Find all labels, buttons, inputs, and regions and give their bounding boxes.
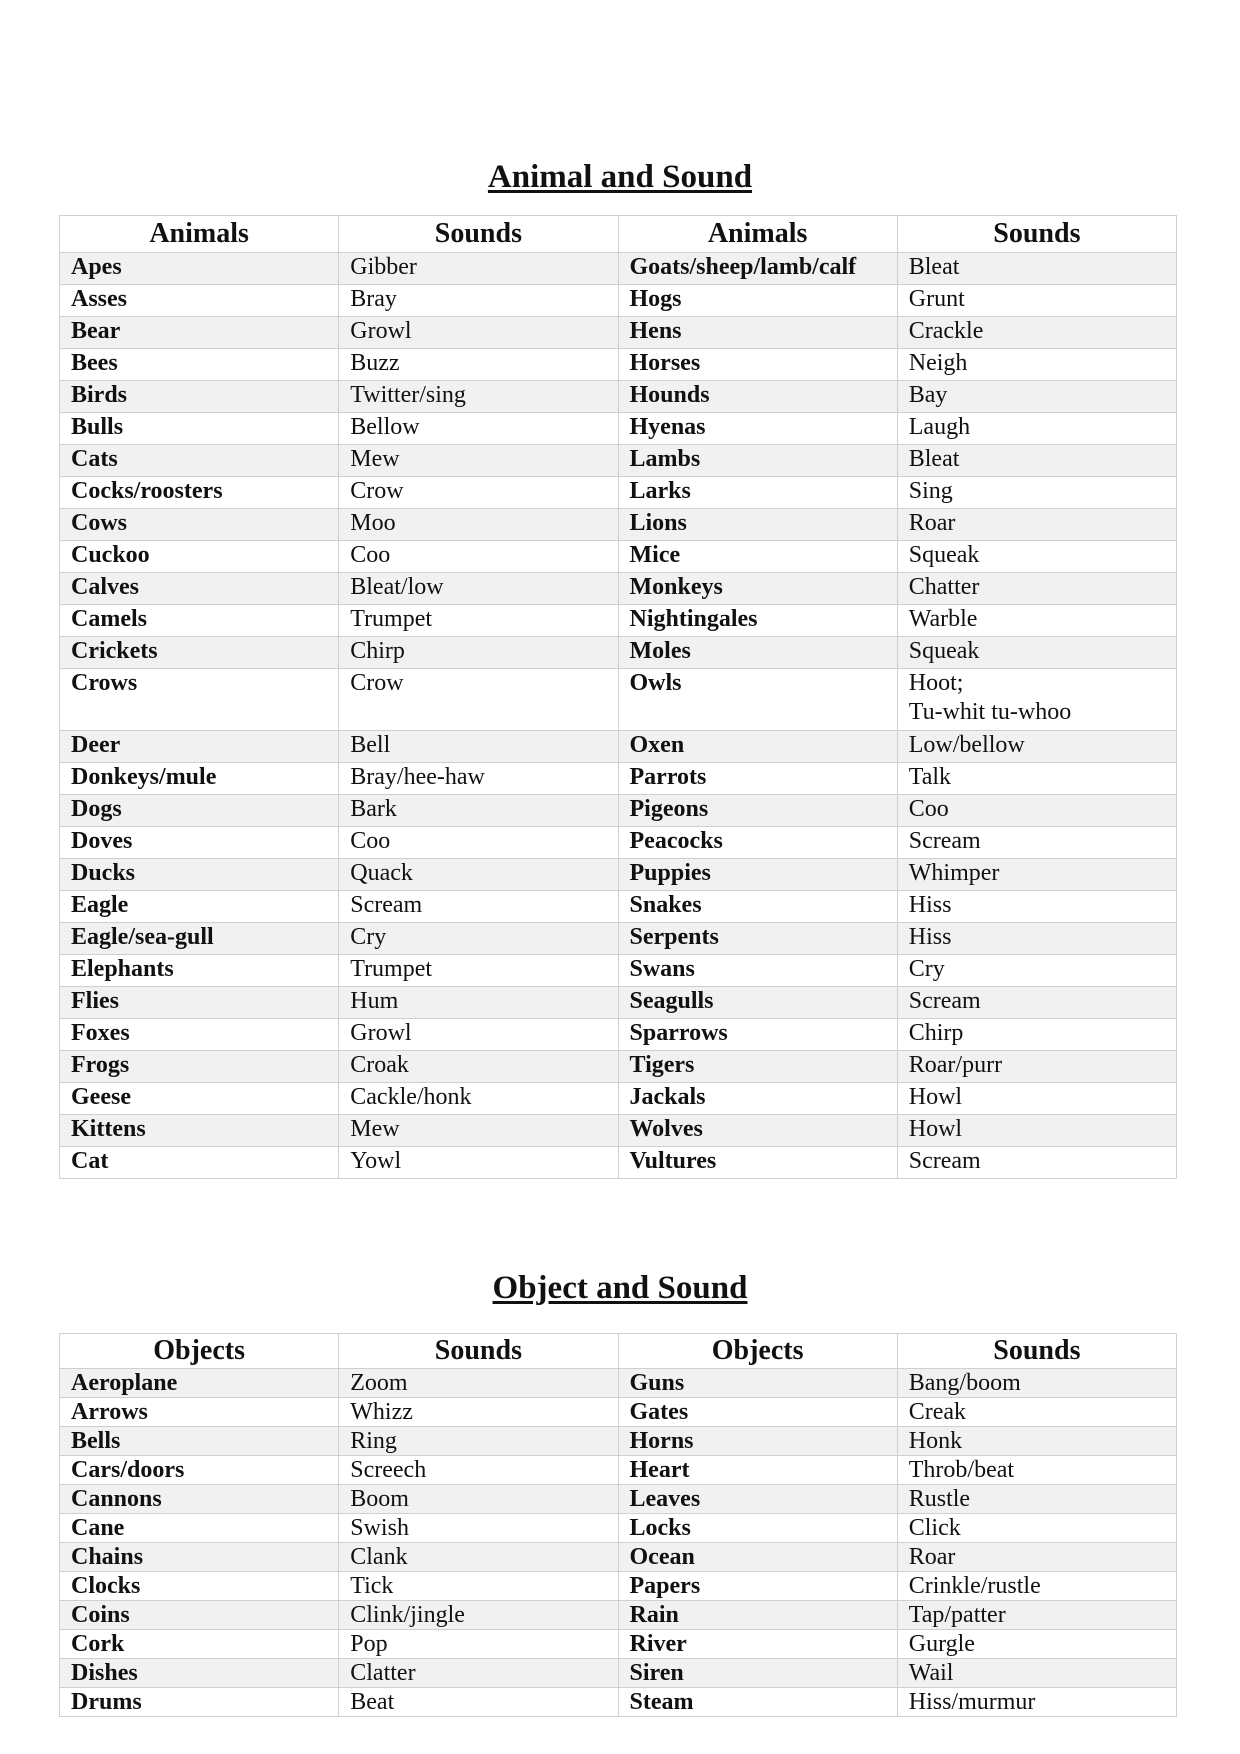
animal-name-cell: Elephants [60,955,339,987]
animal-name-cell: Oxen [618,731,897,763]
animal-name-cell: Cats [60,445,339,477]
object-sound-cell: Throb/beat [897,1456,1176,1485]
object-sound-cell: Roar [897,1543,1176,1572]
animal-name-cell: Cat [60,1147,339,1179]
object-name-cell: Coins [60,1601,339,1630]
animal-sound-cell: Hum [339,987,618,1019]
animal-name-cell: Cows [60,509,339,541]
table-row [60,859,1177,891]
animal-name-cell: Donkeys/mule [60,763,339,795]
animal-sound-cell: Laugh [897,413,1176,445]
table-row [60,349,1177,381]
table-row [60,1083,1177,1115]
object-sound-cell: Honk [897,1427,1176,1456]
animal-name-cell: Asses [60,285,339,317]
object-sound-cell: Whizz [339,1398,618,1427]
object-sound-cell: Click [897,1514,1176,1543]
animal-section-title: Animal and Sound [487,159,753,195]
object-sound-cell: Boom [339,1485,618,1514]
animal-name-cell: Horses [618,349,897,381]
animal-sound-cell: Trumpet [339,955,618,987]
table-row [60,1572,1177,1601]
object-name-cell: Locks [618,1514,897,1543]
object-name-cell: Drums [60,1688,339,1717]
animal-sound-cell: Talk [897,763,1176,795]
object-sound-cell: Creak [897,1398,1176,1427]
object-name-cell: Cannons [60,1485,339,1514]
animal-sound-cell: Croak [339,1051,618,1083]
table-row [60,1601,1177,1630]
animal-name-cell: Apes [60,253,339,285]
animal-sound-cell: Scream [897,827,1176,859]
animal-sound-cell: Yowl [339,1147,618,1179]
column-header-objects: Objects [618,1334,897,1369]
table-row [60,445,1177,477]
animal-name-cell: Pigeons [618,795,897,827]
object-name-cell: Leaves [618,1485,897,1514]
animal-name-cell: Deer [60,731,339,763]
table-row [60,827,1177,859]
animal-name-cell: Wolves [618,1115,897,1147]
animal-sound-cell: Cry [897,955,1176,987]
animal-name-cell: Cuckoo [60,541,339,573]
animal-name-cell: Snakes [618,891,897,923]
object-name-cell: Ocean [618,1543,897,1572]
object-name-cell: Cork [60,1630,339,1659]
object-sound-cell: Pop [339,1630,618,1659]
object-name-cell: Cane [60,1514,339,1543]
animal-sound-cell: Bleat/low [339,573,618,605]
table-row [60,1019,1177,1051]
animal-sound-cell: Sing [897,477,1176,509]
object-sound-cell: Swish [339,1514,618,1543]
animal-name-cell: Ducks [60,859,339,891]
animal-name-cell: Hounds [618,381,897,413]
animal-name-cell: Moles [618,637,897,669]
table-row [60,573,1177,605]
object-name-cell: Bells [60,1427,339,1456]
object-sound-cell: Zoom [339,1369,618,1398]
animal-name-cell: Swans [618,955,897,987]
animal-sound-cell: Bellow [339,413,618,445]
table-row [60,541,1177,573]
object-sound-cell: Clatter [339,1659,618,1688]
object-table-body [60,1369,1177,1717]
table-row [60,1514,1177,1543]
animal-sound-cell: Twitter/sing [339,381,618,413]
animal-sound-cell: Scream [897,1147,1176,1179]
animal-sound-cell: Low/bellow [897,731,1176,763]
table-row [60,669,1177,731]
object-sound-cell: Ring [339,1427,618,1456]
animal-sound-cell: Crow [339,477,618,509]
table-row [60,477,1177,509]
table-row [60,795,1177,827]
animal-name-cell: Flies [60,987,339,1019]
table-row [60,1369,1177,1398]
animal-sound-cell: Coo [339,541,618,573]
animal-sound-cell: Growl [339,317,618,349]
table-row [60,1688,1177,1717]
object-name-cell: Aeroplane [60,1369,339,1398]
animal-name-cell: Foxes [60,1019,339,1051]
animal-sound-cell: Moo [339,509,618,541]
column-header-sounds: Sounds [339,216,618,253]
animal-sound-cell: Bray [339,285,618,317]
table-row [60,381,1177,413]
animal-name-cell: Lambs [618,445,897,477]
column-header-sounds: Sounds [897,216,1176,253]
animal-name-cell: Birds [60,381,339,413]
animal-name-cell: Mice [618,541,897,573]
animal-sound-cell: Roar/purr [897,1051,1176,1083]
table-row [60,1427,1177,1456]
animal-name-cell: Crickets [60,637,339,669]
animal-sound-cell: Mew [339,445,618,477]
table-row [60,1051,1177,1083]
object-sound-cell: Screech [339,1456,618,1485]
animal-name-cell: Bear [60,317,339,349]
animal-name-cell: Jackals [618,1083,897,1115]
animal-sound-cell: Chatter [897,573,1176,605]
animal-name-cell: Doves [60,827,339,859]
table-row [60,253,1177,285]
animal-name-cell: Parrots [618,763,897,795]
animal-sound-cell: Scream [897,987,1176,1019]
animal-sound-cell: Bark [339,795,618,827]
object-sound-cell: Hiss/murmur [897,1688,1176,1717]
animal-sound-cell: Crow [339,669,618,731]
object-name-cell: Siren [618,1659,897,1688]
animal-name-cell: Bulls [60,413,339,445]
animal-sound-cell: Howl [897,1083,1176,1115]
animal-sound-cell: Howl [897,1115,1176,1147]
animal-sound-cell: Buzz [339,349,618,381]
object-name-cell: Heart [618,1456,897,1485]
object-sound-cell: Rustle [897,1485,1176,1514]
object-name-cell: Dishes [60,1659,339,1688]
animal-name-cell: Lions [618,509,897,541]
table-row [60,763,1177,795]
animal-name-cell: Hens [618,317,897,349]
animal-sound-cell: Grunt [897,285,1176,317]
animal-name-cell: Dogs [60,795,339,827]
column-header-sounds: Sounds [339,1334,618,1369]
object-section-title: Object and Sound [492,1270,748,1306]
animal-sound-cell: Squeak [897,637,1176,669]
column-header-sounds: Sounds [897,1334,1176,1369]
animal-name-cell: Tigers [618,1051,897,1083]
object-sound-cell: Crinkle/rustle [897,1572,1176,1601]
animal-sound-cell: Bleat [897,445,1176,477]
animal-name-cell: Nightingales [618,605,897,637]
object-name-cell: Steam [618,1688,897,1717]
animal-sound-cell: Scream [339,891,618,923]
header-row [60,1334,1177,1369]
animal-name-cell: Camels [60,605,339,637]
table-row [60,955,1177,987]
object-name-cell: Clocks [60,1572,339,1601]
object-sound-table [59,1333,1177,1717]
animal-name-cell: Geese [60,1083,339,1115]
animal-name-cell: Eagle [60,891,339,923]
column-header-animals: Animals [60,216,339,253]
animal-sound-cell: Chirp [339,637,618,669]
table-row [60,413,1177,445]
animal-name-cell: Kittens [60,1115,339,1147]
object-name-cell: Guns [618,1369,897,1398]
animal-sound-cell: Coo [897,795,1176,827]
object-sound-cell: Tap/patter [897,1601,1176,1630]
object-sound-cell: Tick [339,1572,618,1601]
object-name-cell: Rain [618,1601,897,1630]
animal-sound-cell: Chirp [897,1019,1176,1051]
animal-name-cell: Owls [618,669,897,731]
table-row [60,637,1177,669]
animal-sound-cell: Neigh [897,349,1176,381]
animal-sound-table [59,215,1177,1179]
table-row [60,891,1177,923]
object-sound-cell: Gurgle [897,1630,1176,1659]
animal-name-cell: Cocks/roosters [60,477,339,509]
animal-name-cell: Seagulls [618,987,897,1019]
object-name-cell: Horns [618,1427,897,1456]
table-row [60,1115,1177,1147]
object-name-cell: Chains [60,1543,339,1572]
column-header-animals: Animals [618,216,897,253]
animal-sound-cell: Growl [339,1019,618,1051]
animal-name-cell: Bees [60,349,339,381]
animal-sound-cell: Cry [339,923,618,955]
animal-sound-cell: Coo [339,827,618,859]
table-row [60,509,1177,541]
object-sound-cell: Beat [339,1688,618,1717]
table-row [60,1456,1177,1485]
table-row [60,923,1177,955]
table-row [60,1398,1177,1427]
animal-name-cell: Calves [60,573,339,605]
animal-name-cell: Goats/sheep/lamb/calf [618,253,897,285]
object-name-cell: Cars/doors [60,1456,339,1485]
animal-name-cell: Eagle/sea-gull [60,923,339,955]
animal-name-cell: Serpents [618,923,897,955]
object-name-cell: Arrows [60,1398,339,1427]
animal-sound-cell: Warble [897,605,1176,637]
animal-sound-cell: Quack [339,859,618,891]
animal-sound-cell: Whimper [897,859,1176,891]
object-sound-cell: Bang/boom [897,1369,1176,1398]
animal-name-cell: Frogs [60,1051,339,1083]
table-row [60,731,1177,763]
animal-sound-cell: Gibber [339,253,618,285]
animal-name-cell: Sparrows [618,1019,897,1051]
table-row [60,285,1177,317]
animal-sound-cell: Bay [897,381,1176,413]
animal-sound-cell: Crackle [897,317,1176,349]
animal-name-cell: Peacocks [618,827,897,859]
animal-sound-cell: Bell [339,731,618,763]
table-row [60,317,1177,349]
animal-sound-cell: Mew [339,1115,618,1147]
table-row [60,987,1177,1019]
animal-name-cell: Puppies [618,859,897,891]
animal-sound-cell: Hoot; Tu-whit tu-whoo [897,669,1176,731]
animal-name-cell: Hyenas [618,413,897,445]
animal-name-cell: Monkeys [618,573,897,605]
animal-sound-cell: Cackle/honk [339,1083,618,1115]
animal-sound-cell: Bleat [897,253,1176,285]
animal-name-cell: Larks [618,477,897,509]
animal-sound-cell: Roar [897,509,1176,541]
table-row [60,1147,1177,1179]
object-name-cell: Papers [618,1572,897,1601]
table-row [60,605,1177,637]
object-name-cell: Gates [618,1398,897,1427]
header-row [60,216,1177,253]
animal-name-cell: Crows [60,669,339,731]
animal-sound-cell: Bray/hee-haw [339,763,618,795]
animal-sound-cell: Squeak [897,541,1176,573]
object-sound-cell: Wail [897,1659,1176,1688]
animal-sound-cell: Hiss [897,923,1176,955]
table-row [60,1630,1177,1659]
table-row [60,1543,1177,1572]
table-row [60,1659,1177,1688]
animal-table-body [60,253,1177,1179]
object-name-cell: River [618,1630,897,1659]
animal-name-cell: Vultures [618,1147,897,1179]
animal-name-cell: Hogs [618,285,897,317]
column-header-objects: Objects [60,1334,339,1369]
animal-sound-cell: Hiss [897,891,1176,923]
table-row [60,1485,1177,1514]
object-sound-cell: Clink/jingle [339,1601,618,1630]
object-sound-cell: Clank [339,1543,618,1572]
animal-sound-cell: Trumpet [339,605,618,637]
